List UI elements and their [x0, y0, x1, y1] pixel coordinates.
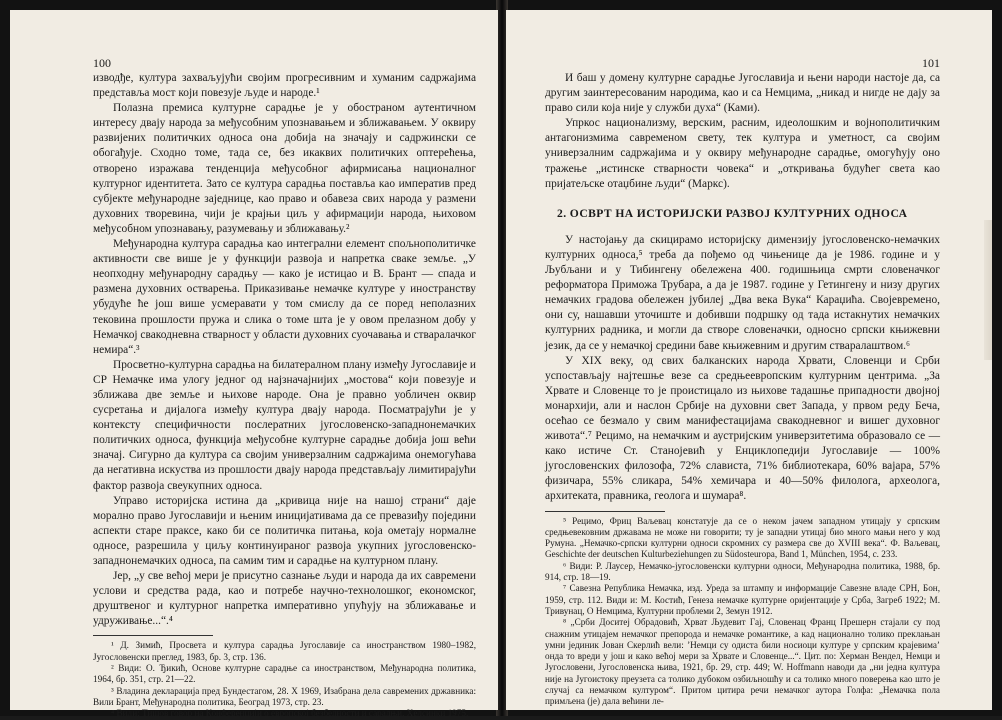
- paragraph: Просветно-културна сарадња на билатералном плану између Југославије и СР Немачке има улогу једног од најзначајнијих „мостова“ који повезује и зближава две земље и њихове народе. Она је правно уобличен оквир сусретања и дијалога између култура двају народа. Посматрајући је у контексту специфичности послератних југословенско-западнонемачких политичких односа, функција међусобне културне сарадње добија још већи значај. Сигурно да култура са својим универзалним садржајима онемогућава да негативна искуства из прошлости двају народа представљају лимитирајући фактор развоја свеукупних односа.: [93, 358, 476, 492]
- page-edge-shadow: [984, 220, 992, 360]
- paragraph: И баш у домену културне сарадње Југославија и њени народи настоје да, са другим заинтересованим народима, као и са Немцима, „никад и нигде не дају за право сили која није у служби духа“ (Ками).: [545, 72, 940, 115]
- footnote: ¹ Д. Зимић, Просвета и култура сарадња Југославије са иностранством 1980–1982, Југословенски преглед, 1983, бр. 3, стр. 136.: [93, 640, 476, 662]
- footnote: ⁴ Види: Тишов говор на Конференцији о европској безбедности и сарадњи, Хелсинки 1975.: [111, 708, 469, 719]
- footnote: ⁸ „Срби Доситеј Обрадовић, Хрват Људевит Гај, Словенац Франц Прешерн стајали су под снажним утицајем немачког препорода и немачке романтике, а кад национално толико преклањан умни јединик Јован Скерлић вели: ’Немци су одиста били носиоци културе у српским крајевима’ онда то вреди у још и како већој мери за Хрвате и Словенце...“. Цит. по: Херман Вендел, Немци и Југословени, Југословенска њива, 1921, бр. 29, стр. 449; W. Hoffmann наводи да „ни једна култура није на Југоистоку преузета са толико дубоком озбиљношћу и са толико много поверења као што је случај са немачком културом“. Притом цитира речи немачког аутора Голфа: „Немачка пола примљена (је) дала већини ле-: [545, 617, 940, 707]
- footnote-divider: [545, 511, 665, 512]
- footnote: ⁶ Види: Р. Лаусер, Немачко-југословенски културни односи, Међународна политика, 1988, бр. 914, стр. 18—19.: [545, 560, 940, 583]
- left-page-body: [93, 71, 476, 629]
- footnote: ⁷ Савезна Република Немачка, изд. Уреда за штампу и информације Савезне владе СРН, Бон, 1959, стр. 112. Види и: М. Костић, Генеза немачке културне оријентације у Срба, Загреб 1922; М. Тривунац, О Немцима, Културни проблеми 2, Земун 1912.: [545, 583, 940, 616]
- footnote: ⁵ Рецимо, Фриц Ваљевац констатује да се о неком јачем западном утицају у српским средњевековним државама не може ни говорити; ту је западни утицај био много мањи него у код Румуна. „Немачко-српски културни односи скромних су размера све до XVIII века“. Ф. Ваљевац, Geschichte der deutschen Kulturbeziehungen zu Südosteuropa, Band 1, München, 1954, с. 233.: [545, 515, 940, 560]
- right-page-body: [545, 71, 940, 505]
- page-number-right: 101: [922, 56, 940, 70]
- paragraph: У XIX веку, од свих балканских народа Хрвати, Словенци и Срби успостављају најтешње везе са средњеевропским културним центрима. „За Хрвате и Словенце то је проистицало из њихове тадашње припадности двојној монархији, али и наслон Србије на духовни свет Запада, у првом реду Беча, осећао се безмало у свим манифестацијама свакодневног и вишег духовног живота“.⁷ Рецимо, на немачким и аустријским универзитетима образовало се — како истиче Ст. Станојевић у Енциклопедији Југославије — 100% југословенских филозофа, 72% слависта, 71% библиотекара, 60% вајара, 57% физичара, 55% сликара, 54% хемичара и 40—50% филолога, археолога, архитеката, правника, геолога и шумара⁸.: [545, 354, 940, 503]
- paragraph: Упркос национализму, верским, расним, идеолошким и војнополитичким антагонизмима савременом свету, тек култура и уметност, са својим универзалним садржајима и у оквиру међународне сарадње, омогућују оно тражење „истинске стварности човека“ и „откривања будућег света као пријатељске отаџбине људи“ (Маркс).: [545, 117, 940, 190]
- paragraph: Управо историјска истина да „кривица није на нашој страни“ даје морално право Југославији и њеним иницијативама да се превазиђу поједини аспекти старе праксе, како би се политичка питања, која ометају нормалне односе, разрешила у циљу континуираног развоја укупних југословенско-западнонемачких односа, па самим тим и сарадње на културном плану.: [93, 494, 476, 567]
- right-footnotes: [545, 516, 940, 708]
- right-page: [506, 10, 992, 710]
- paragraph: Полазна премиса културне сарадње је у обостраном аутентичном интересу двају народа за међусобним упознавањем и зближавањем. У оквиру развијених политичких односа она добија на значају и садржински се обогађује. Сходно томе, тада се, без икаквих политичких оптерећења, отворено изражава тенденција међусобног афирмисања националног културног идентитета. Зато се култура сарадња поставља као императив пред субјекте међународне заједнице, као право и обавеза свих народа у размени духовних творевина, чији је крајњи циљ у афирмацији народа, њиховом међусобном упознавању, разумевању и зближавању.²: [93, 102, 476, 235]
- left-footnotes: [93, 640, 476, 719]
- footnote-divider: [93, 635, 213, 636]
- paragraph: изводђе, култура захваљујући својим прогресивним и хуманим садржајима представља мост који повезује људе и народе.¹: [93, 72, 476, 100]
- page-number-left: 100: [93, 56, 111, 70]
- paragraph: Јер, „у све већој мери је присутно сазнање људи и народа да их савремени услови и средства рада, као и потребе научно-технолошког, економског, друштвеног и културног напретка императивно упућују на зближавање и удруживање...“.⁴: [93, 570, 476, 628]
- left-page: [10, 10, 498, 719]
- footnote: ³ Владина декларација пред Бундестагом, 28. X 1969, Изабрана дела савремених државника: Вили Брант, Међународна политика, Београд 1973, стр. 23.: [93, 685, 476, 707]
- paragraph: Међународна култура сарадња као интегрални елемент спољнополитичке активности све више је у функцији развоја и напретка сваке земље. „У неопходну међународну сарадњу — како је истицао и В. Брант — спада и размена духовних остварења. Приказивање немачке културе у иностранству убудуће ће још више усмеравати у том смислу да се поред неполазних тековина прошлости пружа и слика о томе шта је у овом прелазном добу у Немачкој свакодневна стварност у области духовних суочавања и стваралачког немира“.³: [93, 238, 476, 356]
- footnote: ² Види: О. Ђикић, Основе културне сарадње са иностранством, Међународна политика, 1964, бр. 351, стр. 21—22.: [93, 663, 476, 685]
- section-heading: 2. ОСВРТ НА ИСТОРИЈСКИ РАЗВОЈ КУЛТУРНИХ ОДНОСА: [557, 206, 908, 220]
- paragraph: У настојању да скицирамо историјску димензију југословенско-немачких културних односа,⁵ треба да пођемо од чињенице да је 1986. године и у Љубљани и у Тибингену обележена 400. годишњица смрти словеначког реформатора Приможа Трубара, а да је 1987. године у Гетингену и низу других немачких градова обележен јубилеј „Два века Вука“ Караџића. Својевремено, они су, нашавши уточиште и добивши подршку од тада истакнутих немачких културних радника, и могли да створе словеначки, односно српски књижевни језик, да се у немачкој средини баве књижевним и другим стваралаштвом.⁶: [545, 233, 940, 352]
